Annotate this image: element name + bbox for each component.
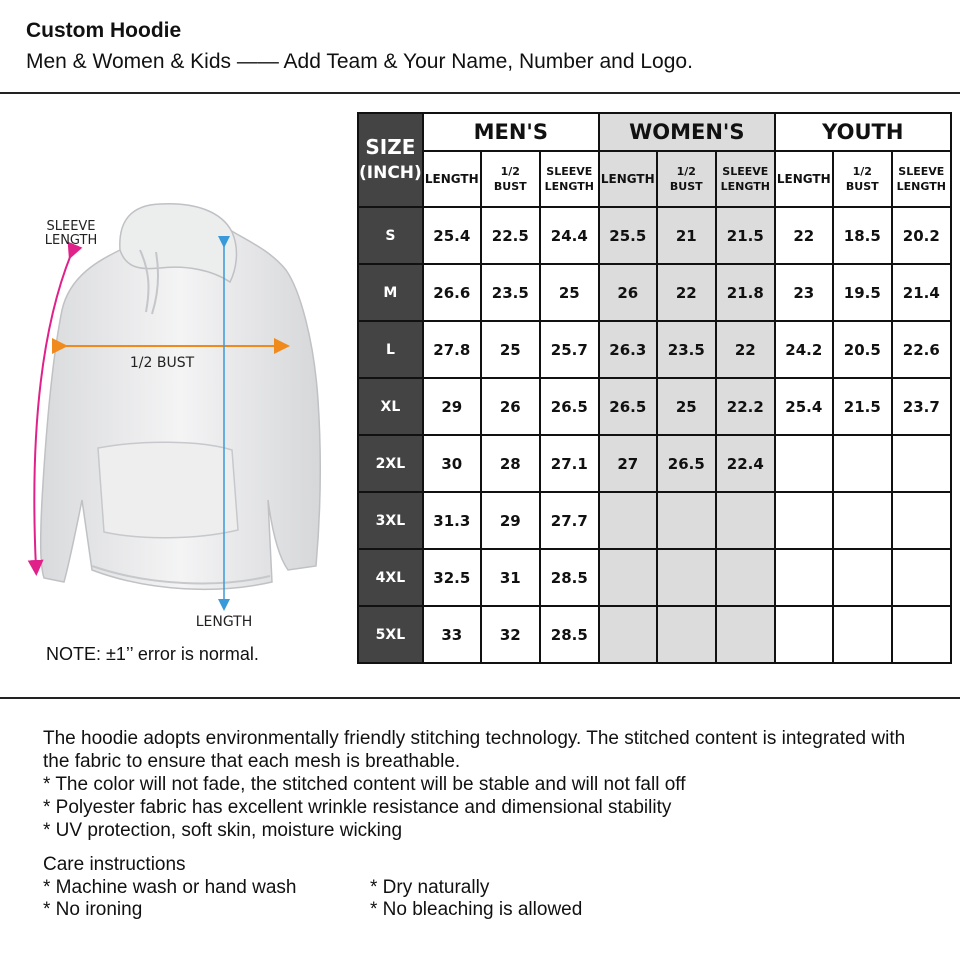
measurement-cell: 26 bbox=[481, 378, 540, 435]
measurement-cell: 21.4 bbox=[892, 264, 951, 321]
page-header bbox=[26, 16, 693, 78]
measurement-cell: 22.6 bbox=[892, 321, 951, 378]
measurement-cell bbox=[657, 606, 716, 663]
size-label-cell: L bbox=[358, 321, 423, 378]
measurement-cell: 18.5 bbox=[833, 207, 892, 264]
description-bullet: * UV protection, soft skin, moisture wicking bbox=[43, 820, 403, 841]
measurement-cell: 26.5 bbox=[657, 435, 716, 492]
description-intro: The hoodie adopts environmentally friendly stitching technology. The stitched content is integrated with the fabric to ensure that each mesh is breathable. bbox=[43, 728, 906, 772]
measurement-cell bbox=[892, 492, 951, 549]
size-label-cell: S bbox=[358, 207, 423, 264]
measurement-cell: 31 bbox=[481, 549, 540, 606]
measurement-cell: 22.4 bbox=[716, 435, 775, 492]
size-label-cell: M bbox=[358, 264, 423, 321]
col-header-length: LENGTH bbox=[423, 151, 481, 207]
care-item: * Machine wash or hand wash bbox=[43, 876, 297, 898]
page-subtitle: Men & Women & Kids —— Add Team & Your Name, Number and Logo. bbox=[26, 50, 693, 73]
measurement-cell: 21.5 bbox=[716, 207, 775, 264]
size-label-cell: 2XL bbox=[358, 435, 423, 492]
col-header-sleeve: SLEEVE LENGTH bbox=[540, 151, 599, 207]
care-instructions bbox=[43, 854, 582, 922]
measurement-cell: 26.6 bbox=[423, 264, 481, 321]
hoodie-illustration bbox=[0, 100, 350, 690]
col-header-sleeve: SLEEVE LENGTH bbox=[892, 151, 951, 207]
group-header-youth: YOUTH bbox=[775, 113, 951, 151]
measurement-cell: 29 bbox=[481, 492, 540, 549]
bust-label: 1/2 BUST bbox=[129, 355, 195, 371]
measurement-cell bbox=[716, 492, 775, 549]
measurement-cell: 27.7 bbox=[540, 492, 599, 549]
measurement-cell bbox=[657, 492, 716, 549]
measurement-cell: 33 bbox=[423, 606, 481, 663]
measurement-cell: 25 bbox=[657, 378, 716, 435]
measurement-cell: 32.5 bbox=[423, 549, 481, 606]
description bbox=[43, 727, 923, 842]
measurement-cell bbox=[657, 549, 716, 606]
measurement-cell bbox=[892, 549, 951, 606]
group-header-mens: MEN'S bbox=[423, 113, 599, 151]
measurement-cell: 26 bbox=[599, 264, 657, 321]
measurement-cell bbox=[833, 492, 892, 549]
measurement-cell: 26.5 bbox=[599, 378, 657, 435]
error-note: NOTE: ±1’’ error is normal. bbox=[46, 644, 259, 664]
size-row bbox=[358, 549, 951, 606]
measurement-cell: 23.5 bbox=[657, 321, 716, 378]
measurement-cell: 21.8 bbox=[716, 264, 775, 321]
measurement-cell: 22.5 bbox=[481, 207, 540, 264]
measurement-cell: 32 bbox=[481, 606, 540, 663]
col-header-length: LENGTH bbox=[775, 151, 833, 207]
measurement-cell bbox=[599, 492, 657, 549]
size-label-cell: 4XL bbox=[358, 549, 423, 606]
measurement-cell bbox=[599, 606, 657, 663]
measurement-cell: 28.5 bbox=[540, 549, 599, 606]
size-header-cell: SIZE (INCH) bbox=[358, 113, 423, 207]
care-item: * No ironing bbox=[43, 899, 143, 920]
measurement-cell: 19.5 bbox=[833, 264, 892, 321]
length-label: LENGTH bbox=[195, 614, 253, 630]
measurement-cell: 28.5 bbox=[540, 606, 599, 663]
measurement-cell: 26.3 bbox=[599, 321, 657, 378]
measurement-cell bbox=[716, 606, 775, 663]
col-header-bust: 1/2 BUST bbox=[657, 151, 716, 207]
measurement-cell: 28 bbox=[481, 435, 540, 492]
measurement-cell: 27 bbox=[599, 435, 657, 492]
measurement-cell: 21 bbox=[657, 207, 716, 264]
measurement-cell: 25.7 bbox=[540, 321, 599, 378]
measurement-cell: 22 bbox=[775, 207, 833, 264]
size-table-body bbox=[358, 207, 951, 663]
page-title: Custom Hoodie bbox=[26, 19, 182, 42]
sleeve-length-label: SLEEVE LENGTH bbox=[44, 219, 98, 248]
measurement-cell bbox=[775, 435, 833, 492]
size-row bbox=[358, 492, 951, 549]
measurement-cell: 25 bbox=[540, 264, 599, 321]
size-row bbox=[358, 378, 951, 435]
size-label-cell: XL bbox=[358, 378, 423, 435]
measurement-cell bbox=[775, 492, 833, 549]
size-row bbox=[358, 435, 951, 492]
size-row bbox=[358, 264, 951, 321]
size-chart-table bbox=[357, 112, 952, 664]
measurement-cell bbox=[833, 549, 892, 606]
hoodie-figure bbox=[0, 100, 350, 690]
measurement-cell bbox=[833, 435, 892, 492]
measurement-cell: 31.3 bbox=[423, 492, 481, 549]
measurement-cell: 23.5 bbox=[481, 264, 540, 321]
measurement-cell: 27.1 bbox=[540, 435, 599, 492]
care-item: * No bleaching is allowed bbox=[370, 899, 583, 920]
col-header-sleeve: SLEEVE LENGTH bbox=[716, 151, 775, 207]
measurement-cell: 20.5 bbox=[833, 321, 892, 378]
measurement-cell bbox=[599, 549, 657, 606]
col-header-bust: 1/2 BUST bbox=[481, 151, 540, 207]
measurement-cell bbox=[892, 435, 951, 492]
care-title: Care instructions bbox=[43, 854, 186, 875]
group-header-womens: WOMEN'S bbox=[599, 113, 775, 151]
size-label-cell: 5XL bbox=[358, 606, 423, 663]
measurement-cell bbox=[716, 549, 775, 606]
measurement-cell: 25 bbox=[481, 321, 540, 378]
size-row bbox=[358, 606, 951, 663]
measurement-cell bbox=[833, 606, 892, 663]
measurement-cell: 20.2 bbox=[892, 207, 951, 264]
measurement-cell: 23 bbox=[775, 264, 833, 321]
measurement-cell bbox=[775, 549, 833, 606]
measurement-cell bbox=[892, 606, 951, 663]
measurement-cell: 30 bbox=[423, 435, 481, 492]
measurement-cell: 25.5 bbox=[599, 207, 657, 264]
size-row bbox=[358, 321, 951, 378]
measurement-cell: 22.2 bbox=[716, 378, 775, 435]
size-row bbox=[358, 207, 951, 264]
top-divider bbox=[0, 92, 960, 94]
col-header-bust: 1/2 BUST bbox=[833, 151, 892, 207]
measurement-cell: 27.8 bbox=[423, 321, 481, 378]
measurement-cell: 21.5 bbox=[833, 378, 892, 435]
measurement-cell bbox=[775, 606, 833, 663]
size-label-cell: 3XL bbox=[358, 492, 423, 549]
measurement-cell: 25.4 bbox=[423, 207, 481, 264]
measurement-cell: 25.4 bbox=[775, 378, 833, 435]
measurement-cell: 24.4 bbox=[540, 207, 599, 264]
care-item: * Dry naturally bbox=[370, 876, 490, 898]
measurement-cell: 23.7 bbox=[892, 378, 951, 435]
measurement-cell: 29 bbox=[423, 378, 481, 435]
measurement-cell: 22 bbox=[657, 264, 716, 321]
col-header-length: LENGTH bbox=[599, 151, 657, 207]
measurement-cell: 26.5 bbox=[540, 378, 599, 435]
measurement-cell: 24.2 bbox=[775, 321, 833, 378]
description-bullet: * The color will not fade, the stitched content will be stable and will not fall off bbox=[43, 774, 686, 795]
measurement-cell: 22 bbox=[716, 321, 775, 378]
middle-divider bbox=[0, 697, 960, 699]
description-bullet: * Polyester fabric has excellent wrinkle resistance and dimensional stability bbox=[43, 797, 672, 818]
